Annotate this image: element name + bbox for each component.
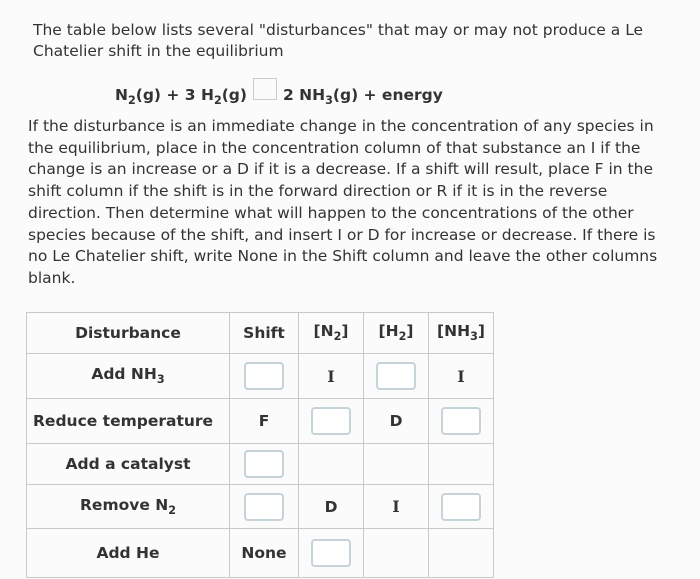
shift-cell[interactable] [230,485,299,529]
intro-paragraph: The table below lists several "disturbances" that may or may not produce a Le Chatelier shift in the equilibrium [33,21,644,60]
header-n2: $[N_2]$ [299,313,364,354]
disturbance-reduce-temperature: Reduce temperature [27,399,230,444]
table-row [27,485,494,529]
h2-cell[interactable] [364,354,429,399]
table-row [27,444,494,485]
shift-answer-box[interactable] [244,493,284,521]
equation-products: 2 $NH_3(g)$ + energy [282,86,443,108]
shift-answer-box[interactable] [244,450,284,478]
n2-answer-box[interactable] [311,539,351,567]
h2-cell: I [364,485,429,529]
header-disturbance: Disturbance [27,313,230,354]
shift-cell[interactable] [230,444,299,485]
shift-cell: None [230,529,299,578]
n2-cell: D [299,485,364,529]
nh3-cell[interactable] [429,485,494,529]
nh3-answer-box[interactable] [441,493,481,521]
shift-answer-box[interactable] [244,362,284,390]
table-row [27,529,494,578]
instructions-paragraph: If the disturbance is an immediate change in the concentration of any species in the equilibrium, place in the concentration column of that substance an I if the change is an increase or a D if it is a decrease. If a shift will result, place F in the shift column if the shift is in the forward direction or R if it is in the reverse direction. Then determine what will happen to the concentrations of the other species because of the shift, and insert I or D for increase or decrease. If there is no Le Chatelier shift, write None in the Shift column and leave the other columns blank. [28,117,658,287]
h2-cell [364,529,429,578]
n2-cell[interactable] [299,399,364,444]
nh3-cell[interactable] [429,399,494,444]
equilibrium-equation [115,86,443,108]
nh3-cell [429,444,494,485]
n2-cell[interactable] [299,529,364,578]
nh3-cell: I [429,354,494,399]
table-header-row [27,313,494,354]
table-row [27,354,494,399]
n2-answer-box[interactable] [311,407,351,435]
header-h2: $[H_2]$ [364,313,429,354]
equation-reactants: $N_2(g) + 3$ $H_2(g)$ [115,86,247,108]
header-shift: Shift [230,313,299,354]
n2-cell: I [299,354,364,399]
shift-cell: F [230,399,299,444]
n2-cell [299,444,364,485]
nh3-answer-box[interactable] [441,407,481,435]
h2-cell: D [364,399,429,444]
disturbance-table [26,312,494,578]
shift-cell[interactable] [230,354,299,399]
nh3-cell [429,529,494,578]
equilibrium-arrow-placeholder [253,78,277,100]
h2-answer-box[interactable] [376,362,416,390]
disturbance-add-he: Add He [27,529,230,578]
h2-cell [364,444,429,485]
table-row [27,399,494,444]
disturbance-remove-n2: Remove $N_2$ [27,485,230,529]
header-nh3: $[NH_3]$ [429,313,494,354]
disturbance-add-nh3: Add $NH_3$ [27,354,230,399]
disturbance-add-catalyst: Add a catalyst [27,444,230,485]
